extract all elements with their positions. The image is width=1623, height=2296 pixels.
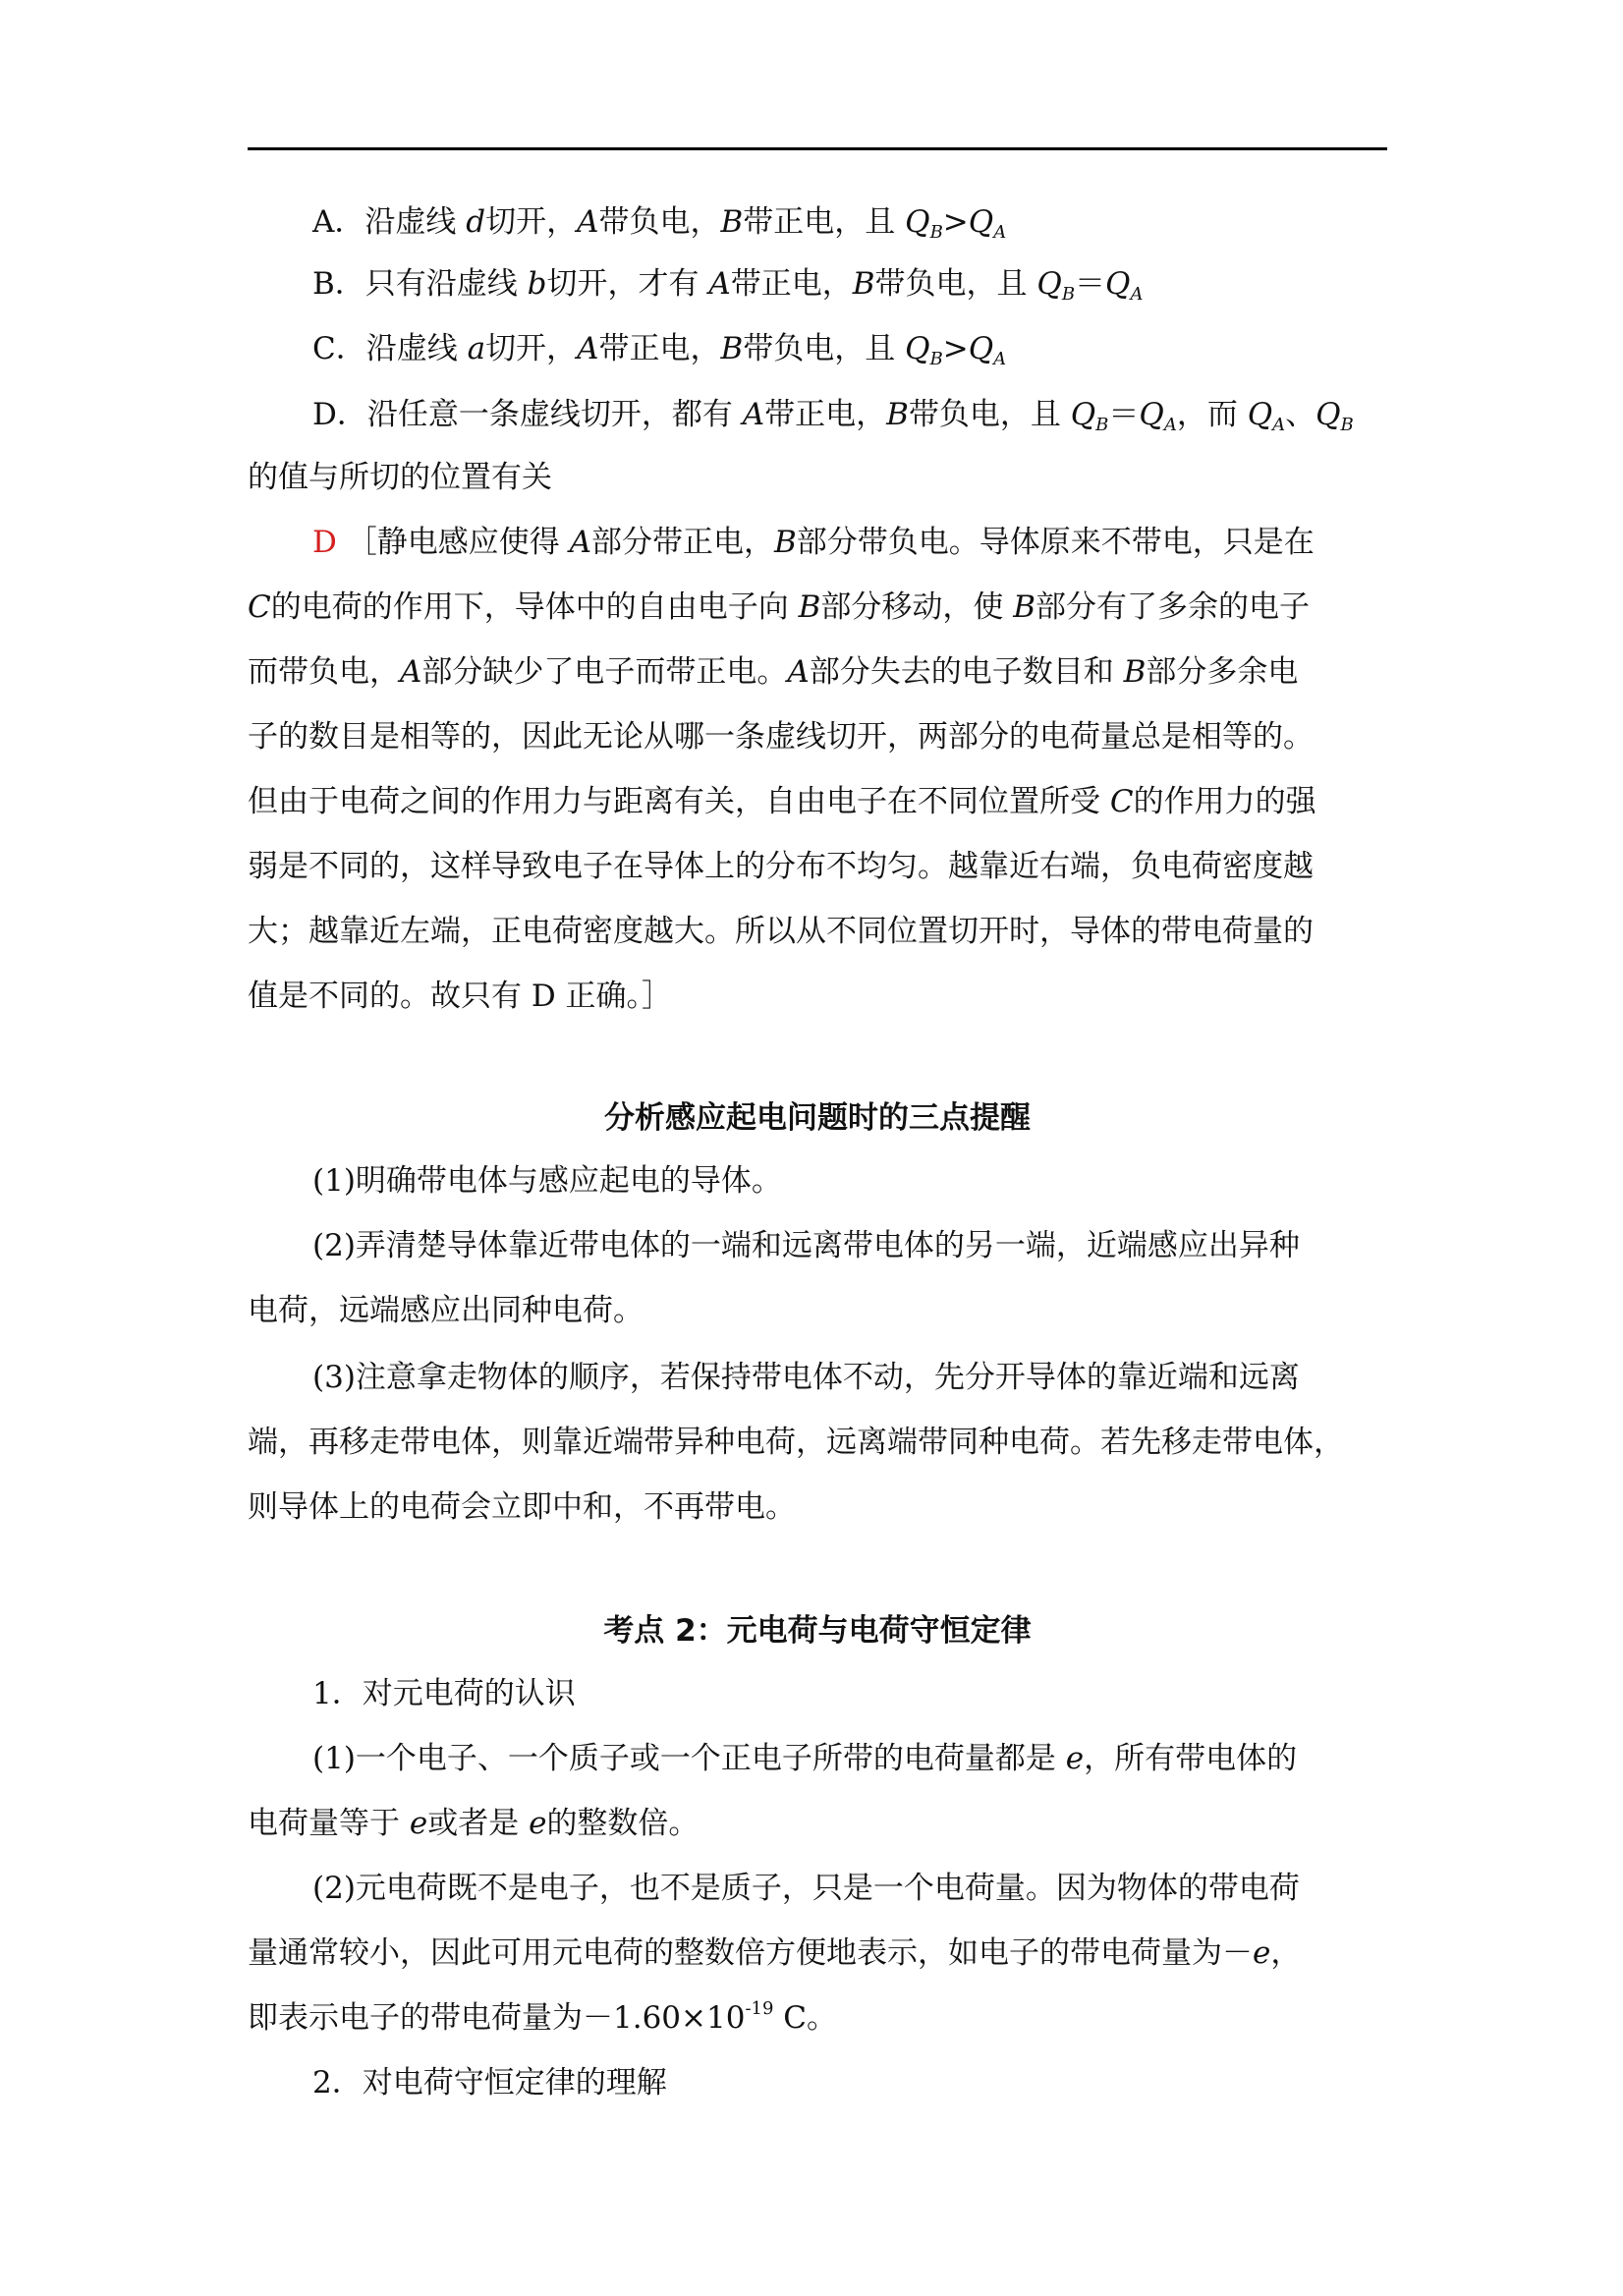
answer-line-4: 子的数目是相等的，因此无论从哪一条虚线切开，两部分的电荷量总是相等的。 (248, 719, 1314, 755)
answer-line-6: 弱是不同的，这样导致电子在导体上的分布不均匀。越靠近右端，负电荷密度越 (248, 849, 1314, 884)
para-2-line-1: (2)元电荷既不是电子，也不是质子，只是一个电荷量。因为物体的带电荷 (312, 1871, 1300, 1906)
header-rule (248, 147, 1387, 150)
answer-line-5: 但由于电荷之间的作用力与距离有关，自由电子在不同位置所受 C的作用力的强 (248, 784, 1316, 819)
tip-3: (3)注意拿走物体的顺序，若保持带电体不动，先分开导体的靠近端和远离 (312, 1360, 1300, 1395)
answer-line-3: 而带负电，A部分缺少了电子而带正电。A部分失去的电子数目和 B部分多余电 (248, 654, 1299, 690)
option-a: A．沿虚线 d切开，A带负电，B带正电，且 $Q_B>Q_A$ (312, 204, 1007, 243)
tip-2: (2)弄清楚导体靠近带电体的一端和远离带电体的另一端，近端感应出异种 (312, 1228, 1300, 1263)
option-d: D．沿任意一条虚线切开，都有 A带正电，B带负电，且 $Q_B=Q_A$，而 $Q_A$、$Q_B$ (312, 397, 1354, 435)
answer-line-1: D ［静电感应使得 A部分带正电，B部分带负电。导体原来不带电，只是在 (312, 525, 1315, 560)
option-c: C．沿虚线 a切开，A带正电，B带负电，且 $Q_B>Q_A$ (312, 331, 1007, 369)
tip-1: (1)明确带电体与感应起电的导体。 (312, 1163, 782, 1199)
tip-2-continued: 电荷，远端感应出同种电荷。 (248, 1293, 644, 1328)
answer-line-7: 大；越靠近左端，正电荷密度越大。所以从不同位置切开时，导体的带电荷量的 (248, 914, 1314, 949)
subsection-1-title: 1．对元电荷的认识 (312, 1676, 576, 1711)
subsection-2-title: 2．对电荷守恒定律的理解 (312, 2065, 667, 2100)
tip-3-continued-2: 则导体上的电荷会立即中和，不再带电。 (248, 1489, 796, 1525)
para-1-line-2: 电荷量等于 e或者是 e的整数倍。 (248, 1806, 700, 1841)
answer-line-2: C的电荷的作用下，导体中的自由电子向 B部分移动，使 B部分有了多余的电子 (248, 589, 1311, 625)
tips-heading: 分析感应起电问题时的三点提醒 (604, 1100, 1031, 1136)
tip-3-continued-1: 端，再移走带电体，则靠近端带异种电荷，远离端带同种电荷。若先移走带电体， (248, 1425, 1344, 1460)
answer-letter: D (312, 525, 337, 560)
option-b: B．只有沿虚线 b切开，才有 A带正电，B带负电，且 $Q_B=Q_A$ (312, 266, 1144, 305)
option-d-continued: 的值与所切的位置有关 (248, 460, 552, 495)
answer-line-8: 值是不同的。故只有 D 正确。］ (248, 979, 673, 1014)
para-1-line-1: (1)一个电子、一个质子或一个正电子所带的电荷量都是 e，所有带电体的 (312, 1741, 1298, 1776)
section-heading: 考点 2：元电荷与电荷守恒定律 (603, 1613, 1032, 1649)
para-2-line-2: 量通常较小，因此可用元电荷的整数倍方便地表示，如电子的带电荷量为－e， (248, 1935, 1302, 1971)
para-2-line-3: 即表示电子的带电荷量为$-1.60\times 10^{-19}$ C。 (248, 1998, 838, 2036)
